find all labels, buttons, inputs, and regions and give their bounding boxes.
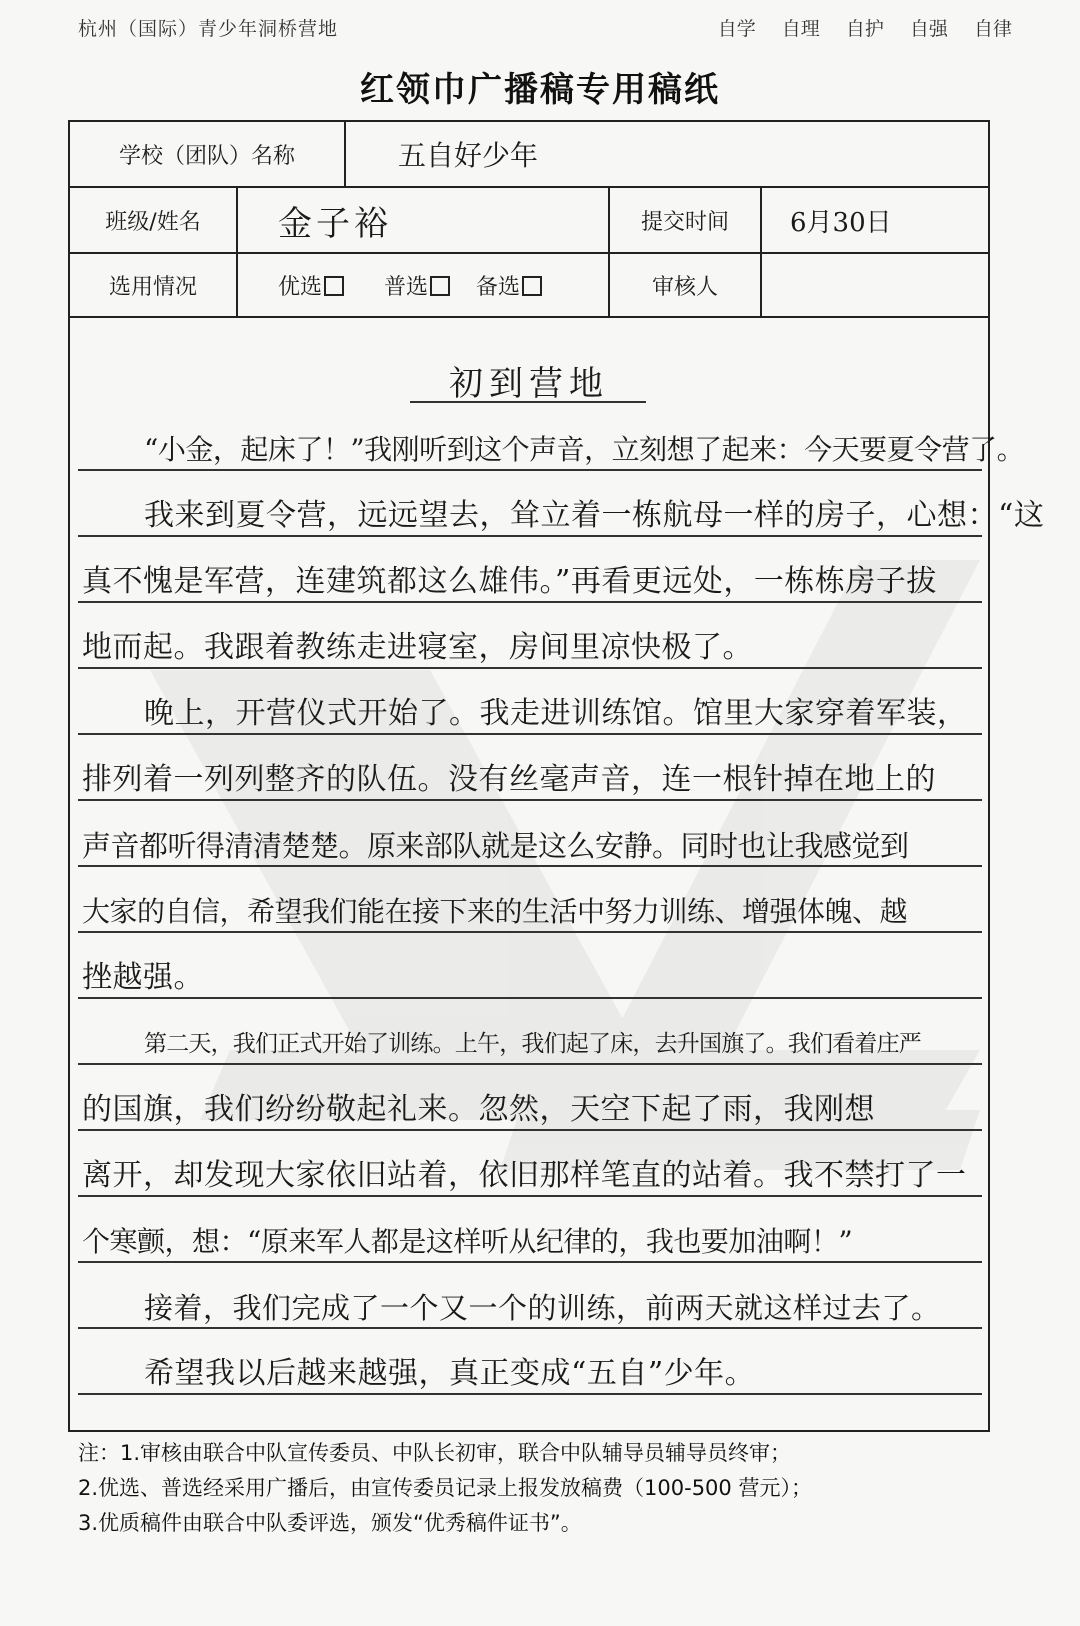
motto-item: 自强 <box>909 18 948 40</box>
reviewer-label: 审核人 <box>610 254 762 316</box>
essay-line: 晚上，开营仪式开始了。我走进训练馆。馆里大家穿着军装， <box>144 696 968 731</box>
motto-item: 自律 <box>973 18 1012 40</box>
manuscript-form <box>68 120 1045 1432</box>
ruled-line <box>78 535 982 537</box>
checkbox-icon[interactable] <box>430 276 450 296</box>
ruled-line <box>78 799 982 801</box>
ruled-line <box>78 667 982 669</box>
school-row <box>70 122 988 188</box>
ruled-line <box>78 1129 982 1131</box>
note-item: 注：1.审核由联合中队宣传委员、中队长初审，联合中队辅导员辅导员终审； <box>78 1441 792 1465</box>
selection-options <box>238 254 610 316</box>
motto-item: 自护 <box>845 18 884 40</box>
class-name-row <box>70 188 988 254</box>
essay-line: 排列着一列列整齐的队伍。没有丝毫声音，连一根针掉在地上的 <box>82 762 936 797</box>
document-title: 红领巾广播稿专用稿纸 <box>360 70 720 110</box>
selection-label: 选用情况 <box>70 254 238 316</box>
essay-line: 离开，却发现大家依旧站着，依旧那样笔直的站着。我不禁打了一 <box>82 1158 967 1193</box>
essay-line: 接着，我们完成了一个又一个的训练，前两天就这样过去了。 <box>144 1291 941 1325</box>
essay-line: 希望我以后越来越强，真正变成“五自”少年。 <box>144 1356 756 1391</box>
ruled-line <box>78 469 982 471</box>
essay-line: 挫越强。 <box>82 960 204 995</box>
essay-line: 我来到夏令营，远远望去，耸立着一栋航母一样的房子，心想：“这 <box>144 498 1045 533</box>
note-item: 3.优质稿件由联合中队委评选，颁发“优秀稿件证书”。 <box>78 1511 582 1535</box>
submit-time-value: 6月30日 <box>790 207 892 238</box>
note-item: 2.优选、普选经采用广播后，由宣传委员记录上报发放稿费（100-500 营元）； <box>78 1476 812 1500</box>
essay-line: “小金，起床了！”我刚听到这个声音，立刻想了起来：今天要夏令营了。 <box>144 433 1025 466</box>
checkbox-icon[interactable] <box>324 276 344 296</box>
motto-item: 自学 <box>717 18 756 40</box>
option-preferred[interactable] <box>278 270 344 301</box>
essay-title: 初到营地 <box>449 364 609 404</box>
ruled-line <box>78 1393 982 1395</box>
essay-line: 第二天，我们正式开始了训练。上午，我们起了床，去升国旗了。我们看着庄严 <box>144 1031 922 1057</box>
ruled-line <box>78 1261 982 1263</box>
reviewer-value <box>762 254 988 316</box>
option-label: 备选 <box>476 274 521 300</box>
selection-row <box>70 254 988 318</box>
ruled-line <box>78 1063 982 1065</box>
class-name-label: 班级/姓名 <box>70 188 238 252</box>
motto-list <box>698 14 1012 41</box>
class-name-value: 金子裕 <box>238 188 610 252</box>
submit-time-label: 提交时间 <box>610 188 762 252</box>
essay-line: 地而起。我跟着教练走进寝室，房间里凉快极了。 <box>82 630 753 665</box>
essay-line: 声音都听得清清楚楚。原来部队就是这么安静。同时也让我感觉到 <box>82 829 909 863</box>
ruled-line <box>78 865 982 867</box>
ruled-line <box>78 601 982 603</box>
essay-line: 的国旗，我们纷纷敬起礼来。忽然，天空下起了雨，我刚想 <box>82 1092 875 1127</box>
school-value: 五自好少年 <box>398 139 539 172</box>
ruled-line <box>78 931 982 933</box>
option-label: 普选 <box>384 274 429 300</box>
option-normal[interactable] <box>384 270 450 301</box>
option-backup[interactable] <box>476 270 542 301</box>
notes-section <box>78 1436 998 1541</box>
checkbox-icon[interactable] <box>522 276 542 296</box>
essay-line: 真不愧是军营，连建筑都这么雄伟。”再看更远处，一栋栋房子拔 <box>82 564 937 599</box>
ruled-line <box>78 733 982 735</box>
essay-line: 大家的自信，希望我们能在接下来的生活中努力训练、增强体魄、越 <box>82 895 908 928</box>
ruled-line <box>78 997 982 999</box>
title-underline <box>410 401 646 403</box>
school-label: 学校（团队）名称 <box>70 122 346 186</box>
org-name: 杭州（国际）青少年洞桥营地 <box>78 18 339 40</box>
ruled-line <box>78 1327 982 1329</box>
ruled-line <box>78 1195 982 1197</box>
motto-item: 自理 <box>781 18 820 40</box>
essay-line: 个寒颤，想：“原来军人都是这样听从纪律的，我也要加油啊！” <box>82 1225 853 1258</box>
option-label: 优选 <box>278 274 323 300</box>
